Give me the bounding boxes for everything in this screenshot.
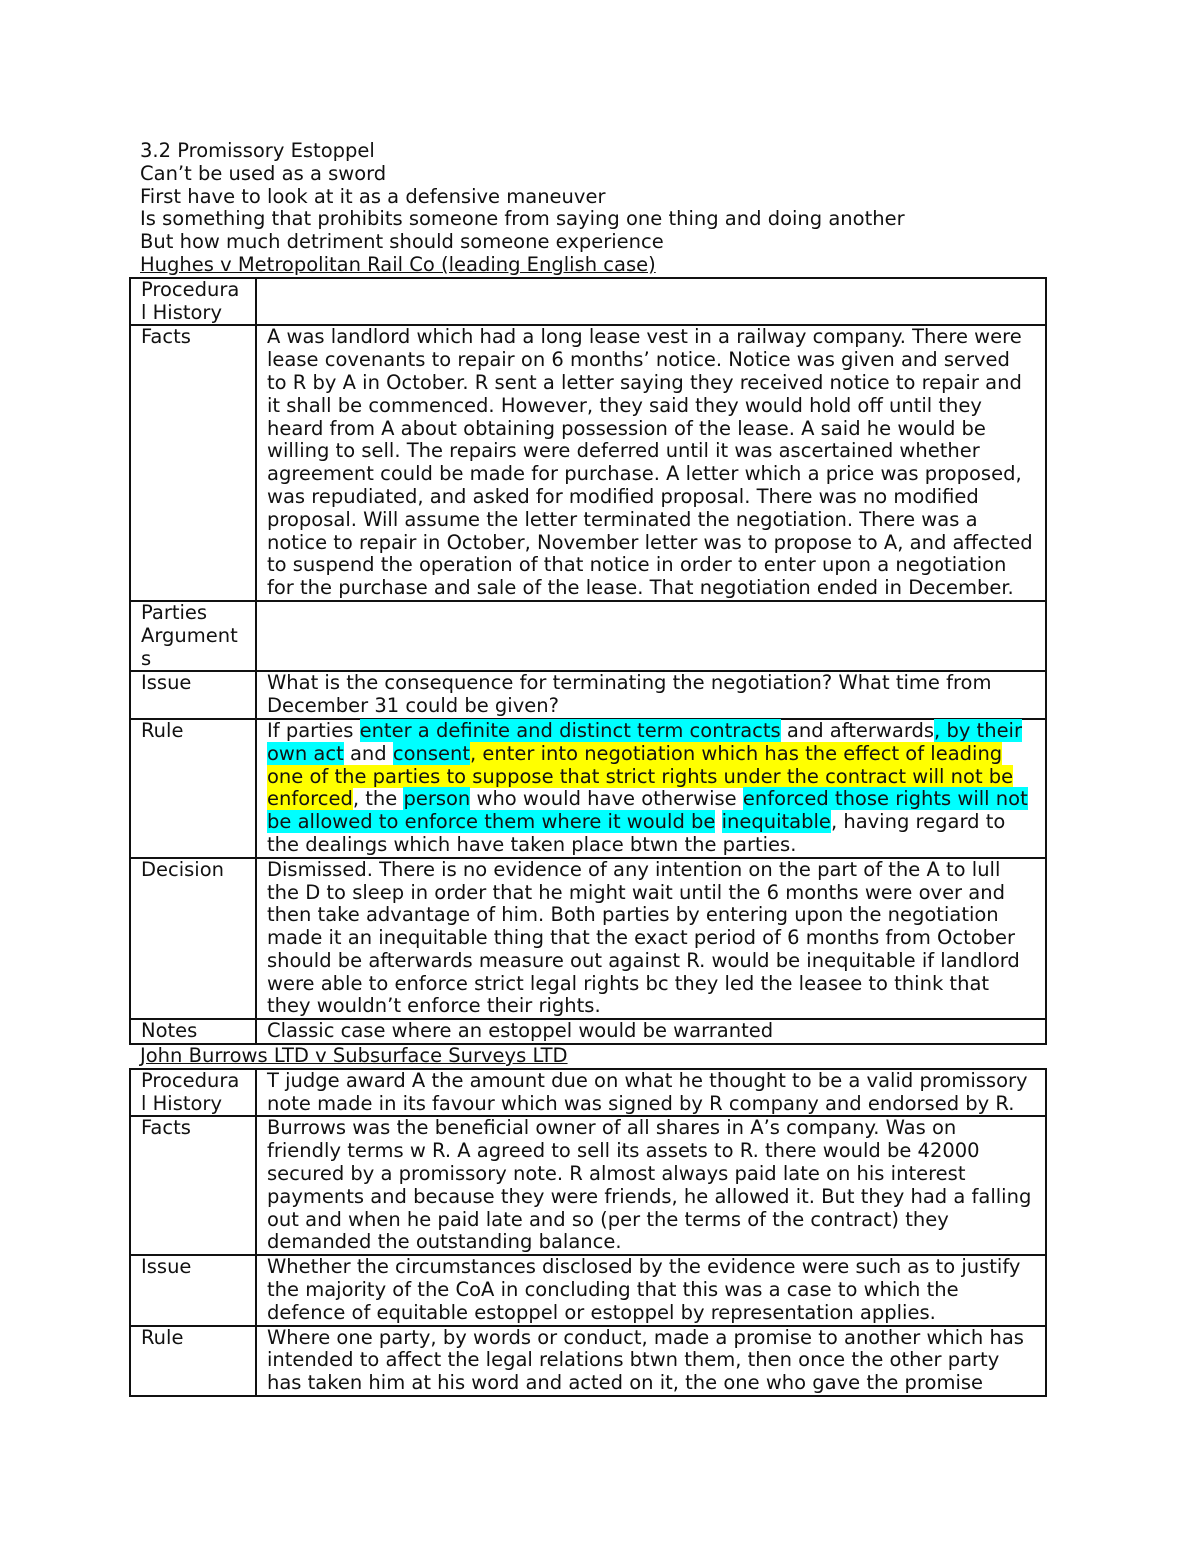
row-label: Notes <box>130 1019 256 1044</box>
row-label: Issue <box>130 671 256 719</box>
note-line-3: Is something that prohibits someone from saying one thing and doing another <box>140 207 905 231</box>
facts-cell: A was landlord which had a long lease vest in a railway company. There were lease covenants to repair on 6 months’ notice. Notice was given and served to R by A in October. R sent a letter saying they received notice to repair and it shall be commenced. However, they said they would hold off until they heard from A about obtaining possession of the lease. A said he would be willing to sell. The repairs were deferred until it was ascertained whether agreement could be made for purchase. A letter which a price was proposed, was repudiated, and asked for modified proposal. There was no modified proposal. Will assume the letter terminated the negotiation. There was a notice to repair in October, November letter was to propose to A, and affected to suspend the operation of that notice in order to enter upon a negotiation for the purchase and sale of the lease. That negotiation ended in December. <box>256 325 1046 601</box>
rule-text: and afterwards <box>780 718 935 742</box>
row-label: Rule <box>130 1326 256 1396</box>
rule-text: , the <box>352 787 404 811</box>
table-row <box>130 278 1046 326</box>
rule-cell: Where one party, by words or conduct, made a promise to another which has intended to affect the legal relations btwn them, then once the other party has taken him at his word and acted on it, the one who gave the promise <box>256 1326 1046 1396</box>
row-label: Procedura l History <box>130 1069 256 1117</box>
rule-highlight-cyan: enter a definite and distinct term contracts <box>359 718 781 742</box>
facts-cell: Burrows was the beneficial owner of all shares in A’s company. Was on friendly terms w R. A agreed to sell its assets to R. there would be 42000 secured by a promissory note. R almost always paid late on his interest payments and because they were friends, he allowed it. But they had a falling out and when he paid late and so (per the terms of the contract) they demanded the outstanding balance. <box>256 1116 1046 1255</box>
rule-text: , having regard to the dealings which have taken place btwn the parties. <box>267 810 1006 856</box>
rule-text: and <box>343 741 393 765</box>
rule-text <box>715 810 721 833</box>
rule-highlight-cyan: inequitable <box>721 810 831 834</box>
rule-cell <box>256 719 1046 858</box>
decision-cell: Dismissed. There is no evidence of any intention on the part of the A to lull the D to sleep in order that he might wait until the 6 months were over and then take advantage of him. Both parties by entering upon the negotiation made it an inequitable thing that the exact period of 6 months from October should be afterwards measure out against R. would be inequitable if landlord were able to enforce strict legal rights bc they led the leasee to think that they wouldn’t enforce their rights. <box>256 858 1046 1020</box>
case1-table <box>129 277 1047 1045</box>
note-line-1: Can’t be used as a sword <box>140 161 387 185</box>
table-row <box>130 1116 1046 1255</box>
row-label: Facts <box>130 1116 256 1255</box>
rule-highlight-cyan: , by their own act <box>267 718 1022 765</box>
table-row <box>130 671 1046 719</box>
note-line-4: But how much detriment should someone experience <box>140 230 664 254</box>
rule-highlight-yellow: , enter into negotiation which has the effect of leading one of the parties to suppose that strict rights under the contract will not be enforced <box>267 741 1014 811</box>
case1-title: Hughes v Metropolitan Rail Co (leading English case) <box>140 252 656 276</box>
table-row <box>130 325 1046 601</box>
notes-cell: Classic case where an estoppel would be warranted <box>256 1019 1046 1044</box>
table-row <box>130 1255 1046 1325</box>
note-line-2: First have to look at it as a defensive maneuver <box>140 184 606 208</box>
rule-text: If parties <box>267 718 360 742</box>
procedural-history-cell: T judge award A the amount due on what he thought to be a valid promissory note made in its favour which was signed by R company and endorsed by R. <box>256 1069 1046 1117</box>
table-row <box>130 1069 1046 1117</box>
table-row <box>130 1019 1046 1044</box>
row-label: Decision <box>130 858 256 1020</box>
issue-cell: Whether the circumstances disclosed by the evidence were such as to justify the majority of the CoA in concluding that this was a case to which the defence of equitable estoppel or estoppel by representation applies. <box>256 1255 1046 1325</box>
row-label: Parties Argument s <box>130 601 256 671</box>
case2-table <box>129 1068 1047 1397</box>
row-label: Issue <box>130 1255 256 1325</box>
document-page <box>140 140 1050 1397</box>
table-row <box>130 858 1046 1020</box>
rule-highlight-cyan: enforced those rights will not be allowed to enforce them where it would be <box>267 787 1028 834</box>
table-row <box>130 719 1046 858</box>
table-row <box>130 1326 1046 1396</box>
row-label: Procedura l History <box>130 278 256 326</box>
issue-cell: What is the consequence for terminating the negotiation? What time from December 31 could be given? <box>256 671 1046 719</box>
case2-title: John Burrows LTD v Subsurface Surveys LTD <box>140 1044 568 1068</box>
rule-highlight-cyan: consent <box>392 741 471 765</box>
rule-text: who would have otherwise <box>470 787 743 811</box>
rule-highlight-cyan: person <box>403 787 471 811</box>
row-label: Facts <box>130 325 256 601</box>
section-heading: 3.2 Promissory Estoppel <box>140 139 375 162</box>
row-label: Rule <box>130 719 256 858</box>
parties-arguments-cell <box>256 601 1046 671</box>
table-row <box>130 601 1046 671</box>
procedural-history-cell <box>256 278 1046 326</box>
